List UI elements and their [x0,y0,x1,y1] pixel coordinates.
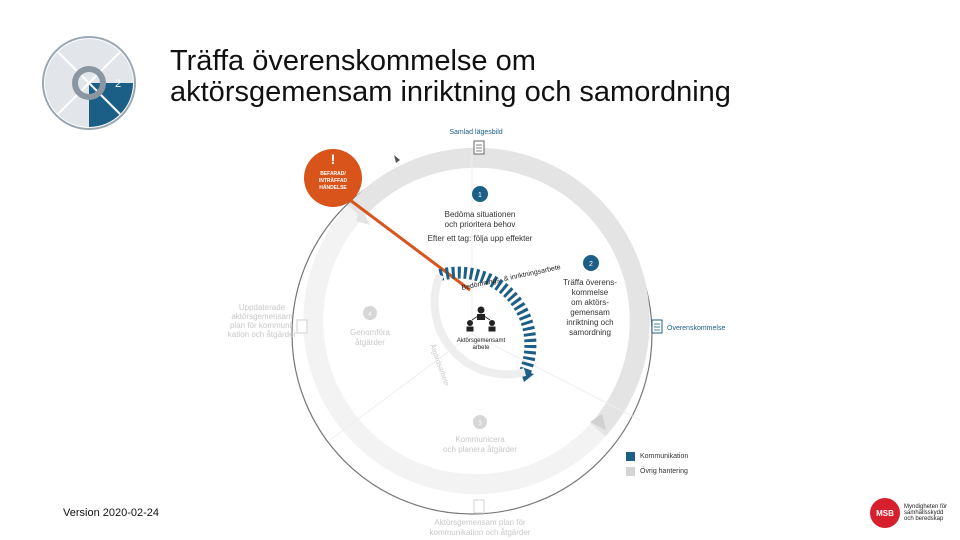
event-label-line2: INTRÄFFAD [318,178,348,184]
left-label-line1: Uppdaterade [238,303,286,312]
step1-label-line3: Efter ett tag: följa upp effekter [427,234,533,243]
event-label-line3: HÄNDELSE [319,185,347,191]
left-label-line4: kation och åtgärder [227,330,297,339]
step3-label-line2: och planera åtgärder [443,445,517,454]
step4-number: 4 [368,312,372,318]
msb-logo [870,498,947,528]
step3-label-line1: Kommunicera [455,435,505,444]
step2-label-line3: om aktörs- [571,298,609,307]
actors-icon [467,307,496,332]
step4-label-line1: Genomföra [349,328,391,337]
legend-label-communication: Kommunikation [640,453,689,460]
inner-left-label: Åtgärdsarbete [428,343,450,388]
step2-label-line5: inriktning och [566,318,614,327]
document-icon [474,141,484,154]
step2-label-line1: Träffa överens- [563,278,617,287]
step1-label-line2: och prioritera behov [444,220,516,229]
top-label: Samlad lägesbild [449,129,503,136]
event-label-line1: BEFARAD/ [320,171,346,177]
legend-item-communication [626,452,688,461]
agreement-document-icon [652,320,662,333]
slide-title-line1: Träffa överenskommelse om [170,45,536,77]
left-label-line2: aktörsgemensam [231,312,293,321]
legend-item-other [626,467,688,476]
center-label-line2: arbete [472,345,490,351]
step2-label-line2: kommelse [571,288,609,297]
bottom-label-line2: kommunikation och åtgärder [429,528,531,537]
center-label-line1: Aktörsgemensamt [456,338,506,344]
left-document-icon [297,320,307,333]
legend-label-other: Övrig hantering [640,468,688,475]
left-label-line3: plan för kommuni- [229,321,295,330]
version-label: Version 2020-02-24 [63,507,160,519]
step1-label-line1: Bedöma situationen [444,210,516,219]
step2-label-line6: samordning [569,328,611,337]
msb-logo-line3: och beredskap [904,516,944,522]
right-label: Överenskommelse [667,325,726,332]
step1-number: 1 [478,192,482,199]
step4-label-line2: åtgärder [355,338,385,347]
step-indicator-number: 2 [114,78,122,90]
step2-number: 2 [589,261,593,268]
msb-logo-line1: Myndigheten för [904,504,948,510]
bottom-label-line1: Aktörsgemensam plan för [434,518,526,527]
bottom-document-icon [474,500,484,513]
msb-logo-line2: samhällsskydd [904,510,944,516]
msb-logo-text [904,504,947,522]
msb-logo-mark: MSB [870,498,900,528]
inner-arc-label: Bedömnings- & inriktningsarbete [460,264,562,292]
legend-swatch-blue [626,452,635,461]
step2-label-line4: gemensam [570,308,610,317]
event-exclamation: ! [330,151,336,167]
step3-number: 3 [478,421,482,427]
slide-title-line2: aktörsgemensam inriktning och samordning [170,76,731,108]
outer-ring-arrowhead [394,155,400,163]
legend-swatch-gray [626,467,635,476]
legend [626,452,688,476]
